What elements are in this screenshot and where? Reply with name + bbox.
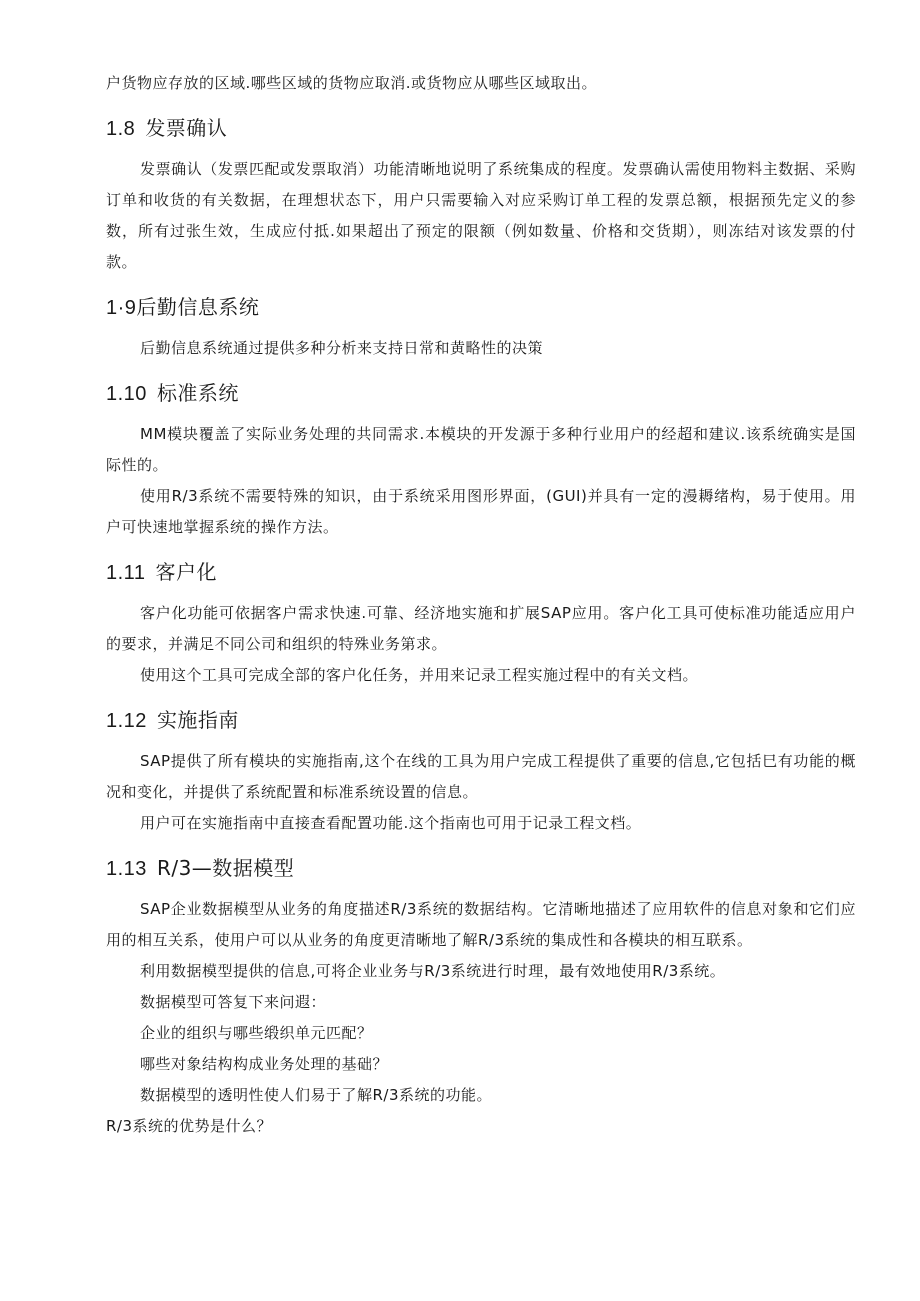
- section-1-13-paragraph-4: 企业的组织与哪些缎织单元匹配？: [140, 1024, 373, 1042]
- section-title: 标准系统: [156, 381, 239, 405]
- section-title: R/3—数据模型: [156, 856, 295, 880]
- section-1-12-heading: [106, 705, 856, 736]
- section-1-12-paragraph-2: 用户可在实施指南中直接查看配置功能.这个指南也可用于记录工程文档。: [140, 814, 642, 832]
- section-number: 1·9: [106, 297, 137, 319]
- section-1-10-paragraph-1: MM模块覆盖了实际业务处理的共同需求.本模块的开发源于多种行业用户的经超和建议.该系统确实是国际性的。: [106, 425, 856, 474]
- section-1-8-paragraph: 发票确认（发票匹配或发票取消）功能清晰地说明了系统集成的程度。发票确认需使用物料主数据、采购订单和收货的有关数据，在理想状态下，用户只需要输入对应采购订单工程的发票总额，根据预先定义的参数，所有过张生效，生成应付抵.如果超出了预定的限额（例如数量、价格和交货期），则冻结对该发票的付款。: [106, 160, 856, 271]
- section-1-11-paragraph-2: 使用这个工具可完成全部的客户化任务，并用来记录工程实施过程中的有关文档。: [140, 666, 699, 684]
- section-title: 客户化: [155, 560, 217, 584]
- section-title: 后勤信息系统: [136, 295, 260, 319]
- intro-paragraph: 户货物应存放的区域.哪些区域的货物应取消.或货物应从哪些区域取出。: [106, 74, 598, 92]
- section-1-13-paragraph-2: 利用数据模型提供的信息,可将企业业务与R/3系统进行时理，最有效地使用R/3系统。: [140, 962, 726, 980]
- closing-question: R/3系统的优势是什么？: [106, 1117, 273, 1135]
- section-number: 1.13: [106, 858, 147, 880]
- section-1-12-paragraph-1: SAP提供了所有模块的实施指南,这个在线的工具为用户完成工程提供了重要的信息,它包括巳有功能的概况和变化，并提供了系统配置和标准系统设置的信息。: [106, 752, 856, 801]
- section-number: 1.11: [106, 562, 146, 584]
- section-1-9-paragraph: 后勤信息系统通过提供多种分析来支持日常和黄略性的决策: [140, 339, 544, 357]
- section-1-13-paragraph-3: 数据模型可答复下来问遐：: [140, 993, 327, 1011]
- section-1-13-paragraph-1: SAP企业数据模型从业务的角度描述R/3系统的数据结构。它清晰地描述了应用软件的信息对象和它们应用的相互关系，使用户可以从业务的角度更清晰地了解R/3系统的集成性和各模块的相互联系。: [106, 900, 856, 949]
- section-1-13-paragraph-6: 数据模型的透明性使人们易于了解R/3系统的功能。: [140, 1086, 493, 1104]
- section-title: 发票确认: [145, 116, 228, 140]
- section-number: 1.10: [106, 383, 147, 405]
- section-1-13-paragraph-5: 哪些对象结构构成业务处理的基础？: [140, 1055, 389, 1073]
- section-number: 1.8: [106, 118, 136, 140]
- section-title: 实施指南: [156, 708, 239, 732]
- section-1-8-heading: [106, 113, 856, 144]
- section-1-11-paragraph-1: 客户化功能可依据客户需求快速.可靠、经济地实施和扩展SAP应用。客户化工具可使标准功能适应用户的要求，并满足不同公司和组织的特殊业务第求。: [106, 604, 856, 653]
- section-1-10-paragraph-2: 使用R/3系统不需要特殊的知识，由于系统采用图形界面，(GUI)并具有一定的漫耨绪构，易于使用。用户可快速地掌握系统的操作方法。: [106, 487, 856, 536]
- section-number: 1.12: [106, 710, 147, 732]
- section-1-13-heading: [106, 853, 856, 884]
- section-1-11-heading: [106, 557, 856, 588]
- section-1-9-heading: [106, 292, 856, 323]
- section-1-10-heading: [106, 378, 856, 409]
